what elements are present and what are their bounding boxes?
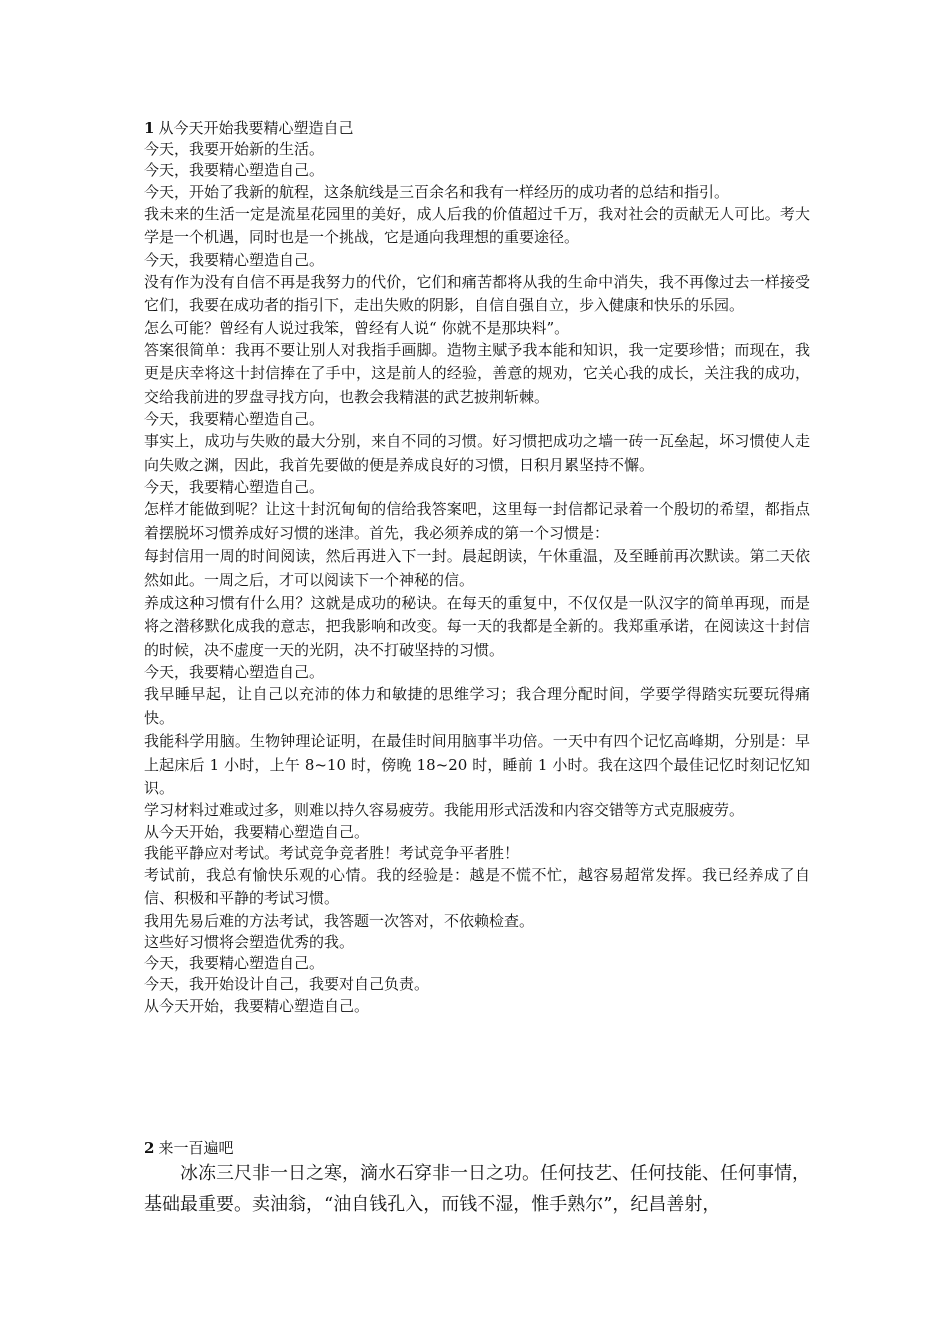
paragraph: 我用先易后难的方法考试，我答题一次答对，不依赖检查。	[144, 911, 535, 930]
section-1-number: 1	[144, 119, 155, 137]
paragraph: 今天，我开始设计自己，我要对自己负责。	[144, 975, 430, 994]
section-2	[144, 1138, 810, 1220]
section-1-heading	[144, 118, 810, 139]
paragraph: 答案很简单：我再不要让别人对我指手画脚。造物主赋予我本能和知识，我一定要珍惜；而现在，我更是庆幸将这十封信捧在了手中，这是前人的经验，善意的规劝，它关心我的成长，关注我的成功，交给我前进的罗盘寻找方向，也教会我精湛的武艺披荆斩棘。	[144, 340, 810, 406]
section-1-title: 从今天开始我要精心塑造自己	[158, 119, 354, 137]
section-2-number: 2	[144, 1139, 155, 1157]
section-2-title: 来一百遍吧	[158, 1139, 234, 1157]
paragraph: 我能平静应对考试。考试竞争竞者胜！考试竞争平者胜！	[144, 843, 520, 862]
paragraph: 我能科学用脑。生物钟理论证明，在最佳时间用脑事半功倍。一天中有四个记忆高峰期，分别是：早上起床后 1 小时，上午 8~10 时，傍晚 18~20 时，睡前 1 小时。我在这四个最佳记忆时刻记忆知识。	[144, 732, 810, 797]
paragraph: 事实上，成功与失败的最大分别，来自不同的习惯。好习惯把成功之墙一砖一瓦垒起，坏习惯使人走向失败之渊，因此，我首先要做的便是养成良好的习惯，日积月累坚持不懈。	[144, 432, 810, 474]
paragraph: 怎么可能？曾经有人说过我笨，曾经有人说“ 你就不是那块料”。	[144, 318, 570, 337]
paragraph: 今天，开始了我新的航程，这条航线是三百余名和我有一样经历的成功者的总结和指引。	[144, 182, 730, 201]
paragraph: 今天，我要精心塑造自己。	[144, 954, 325, 973]
paragraph: 从今天开始，我要精心塑造自己。	[144, 822, 370, 841]
paragraph: 今天，我要精心塑造自己。	[144, 250, 325, 269]
paragraph: 今天，我要精心塑造自己。	[144, 478, 325, 497]
paragraph: 今天，我要精心塑造自己。	[144, 161, 325, 180]
paragraph: 考试前，我总有愉快乐观的心情。我的经验是：越是不慌不忙，越容易超常发挥。我已经养成了自信、积极和平静的考试习惯。	[144, 865, 810, 908]
section-1	[144, 118, 810, 1017]
paragraph: 养成这种习惯有什么用？这就是成功的秘诀。在每天的重复中，不仅仅是一队汉字的简单再现，而是将之潜移默化成我的意志，把我影响和改变。每一天的我都是全新的。我郑重承诺，在阅读这十封信的时候，决不虚度一天的光阴，决不打破坚持的习惯。	[144, 593, 810, 659]
paragraph: 从今天开始，我要精心塑造自己。	[144, 996, 370, 1015]
paragraph: 每封信用一周的时间阅读，然后再进入下一封。晨起朗读，午休重温，及至睡前再次默读。第二天依然如此。一周之后，才可以阅读下一个神秘的信。	[144, 547, 810, 589]
paragraph: 怎样才能做到呢？让这十封沉甸甸的信给我答案吧，这里每一封信都记录着一个殷切的希望，都指点着摆脱坏习惯养成好习惯的迷津。首先，我必须养成的第一个习惯是：	[144, 500, 810, 542]
paragraph: 今天，我要精心塑造自己。	[144, 663, 325, 682]
paragraph: 没有作为没有自信不再是我努力的代价，它们和痛苦都将从我的生命中消失，我不再像过去一样接受它们，我要在成功者的指引下，走出失败的阴影，自信自强自立，步入健康和快乐的乐园。	[144, 272, 810, 315]
paragraph: 学习材料过难或过多，则难以持久容易疲劳。我能用形式活泼和内容交错等方式克服疲劳。	[144, 801, 745, 820]
paragraph: 我未来的生活一定是流星花园里的美好，成人后我的价值超过千万，我对社会的贡献无人可比。考大学是一个机遇，同时也是一个挑战，它是通向我理想的重要途径。	[144, 204, 810, 247]
paragraph: 今天，我要精心塑造自己。	[144, 410, 325, 429]
section-2-heading	[144, 1138, 810, 1159]
section-2-paragraph: 冰冻三尺非一日之寒，滴水石穿非一日之功。任何技艺、任何技能、任何事情，基础最重要。卖油翁，“油自钱孔入，而钱不湿，惟手熟尔”，纪昌善射，	[144, 1163, 810, 1215]
paragraph: 我早睡早起，让自己以充沛的体力和敏捷的思维学习；我合理分配时间，学要学得踏实玩要玩得痛快。	[144, 685, 810, 727]
paragraph: 今天，我要开始新的生活。	[144, 140, 325, 159]
paragraph: 这些好习惯将会塑造优秀的我。	[144, 932, 355, 951]
